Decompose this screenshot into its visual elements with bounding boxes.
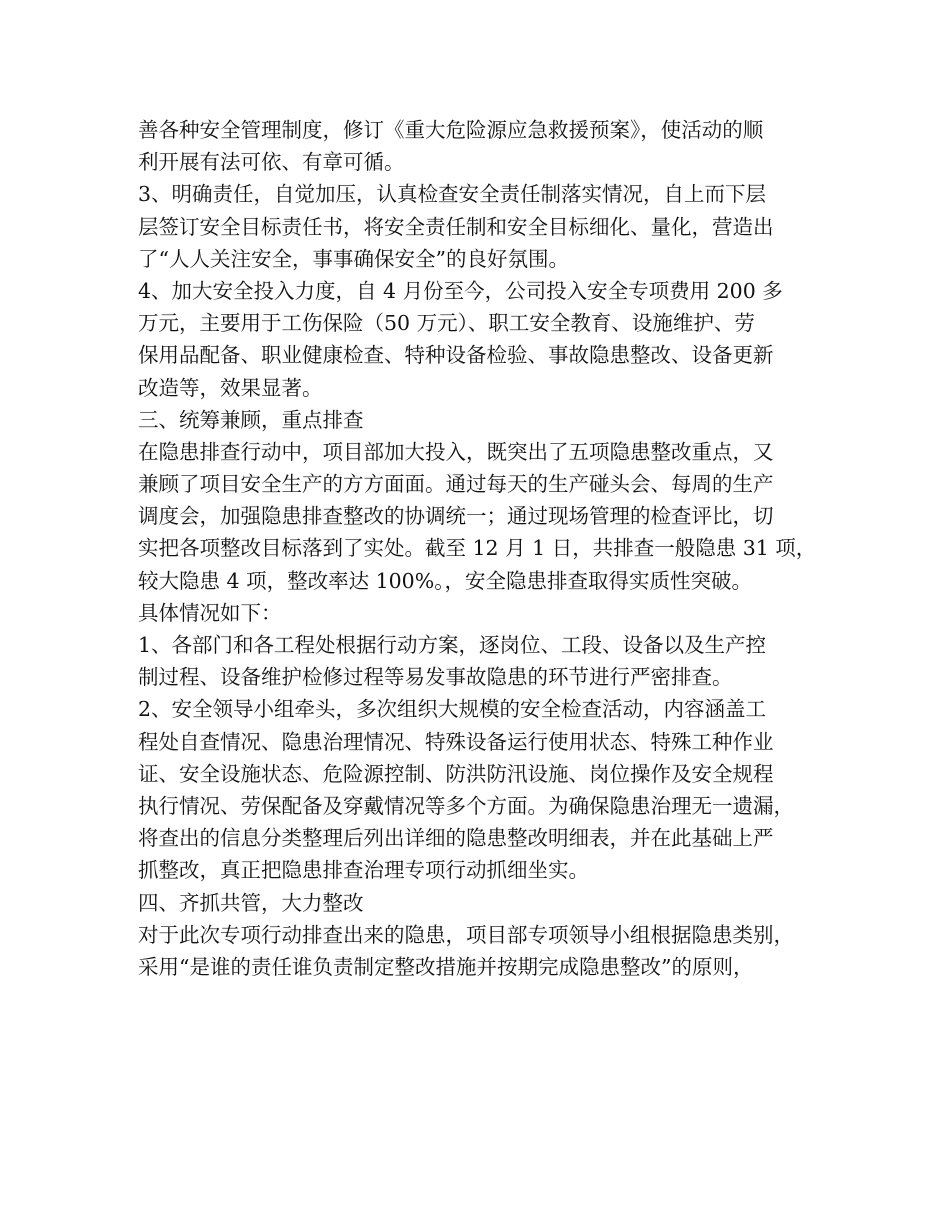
text-line: 保用品配备、职业健康检查、特种设备检验、事故隐患整改、设备更新 [138,343,774,368]
text-line: 抓整改，真正把隐患排查治理专项行动抓细坐实。 [138,858,589,883]
document-body [138,114,828,983]
text-line: 证、安全设施状态、危险源控制、防洪防汛设施、岗位操作及安全规程 [138,761,774,786]
text-line: 采用“是谁的责任谁负责制定整改措施并按期完成隐患整改”的原则， [138,954,754,979]
text-line: 执行情况、劳保配备及穿戴情况等多个方面。为确保隐患治理无一遗漏， [138,793,794,818]
text-line: 万元，主要用于工伤保险（50 万元）、职工安全教育、设施维护、劳 [138,311,755,336]
text-line: 2、安全领导小组牵头，多次组织大规模的安全检查活动，内容涵盖工 [138,697,767,722]
text-line: 较大隐患 4 项，整改率达 100%。，安全隐患排查取得实质性突破。 [138,568,752,593]
text-line: 制过程、设备维护检修过程等易发事故隐患的环节进行严密排查。 [138,665,733,690]
text-line: 兼顾了项目安全生产的方方面面。通过每天的生产碰头会、每周的生产 [138,472,774,497]
text-line: 调度会，加强隐患排查整改的协调统一；通过现场管理的检查评比，切 [138,504,774,529]
text-line: 实把各项整改目标落到了实处。截至 12 月 1 日，共排查一般隐患 31 项， [138,536,817,561]
text-line: 层签订安全目标责任书，将安全责任制和安全目标细化、量化，营造出 [138,214,774,239]
text-line: 4、加大安全投入力度，自 4 月份至今，公司投入安全专项费用 200 多 [138,278,783,303]
text-line: 程处自查情况、隐患治理情况、特殊设备运行使用状态、特殊工种作业 [138,729,774,754]
text-line: 在隐患排查行动中，项目部加大投入，既突出了五项隐患整改重点，又 [138,439,774,464]
text-line: 对于此次专项行动排查出来的隐患，项目部专项领导小组根据隐患类别， [138,922,794,947]
text-line: 改造等，效果显著。 [138,375,323,400]
text-line: 将查出的信息分类整理后列出详细的隐患整改明细表，并在此基础上严 [138,826,774,851]
text-line: 1、各部门和各工程处根据行动方案，逐岗位、工段、设备以及生产控 [138,633,767,657]
section-heading: 四、齐抓共管，大力整改 [138,890,364,915]
text-line: 3、明确责任，自觉加压，认真检查安全责任制落实情况，自上而下层 [138,182,767,207]
section-heading: 三、统筹兼顾，重点排查 [138,407,364,432]
text-line: 了“人人关注安全，事事确保安全”的良好氛围。 [138,246,569,271]
text-line: 利开展有法可依、有章可循。 [138,150,405,175]
text-line: 善各种安全管理制度，修订《重大危险源应急救援预案》，使活动的顺 [138,118,764,142]
text-line: 具体情况如下： [138,600,282,625]
